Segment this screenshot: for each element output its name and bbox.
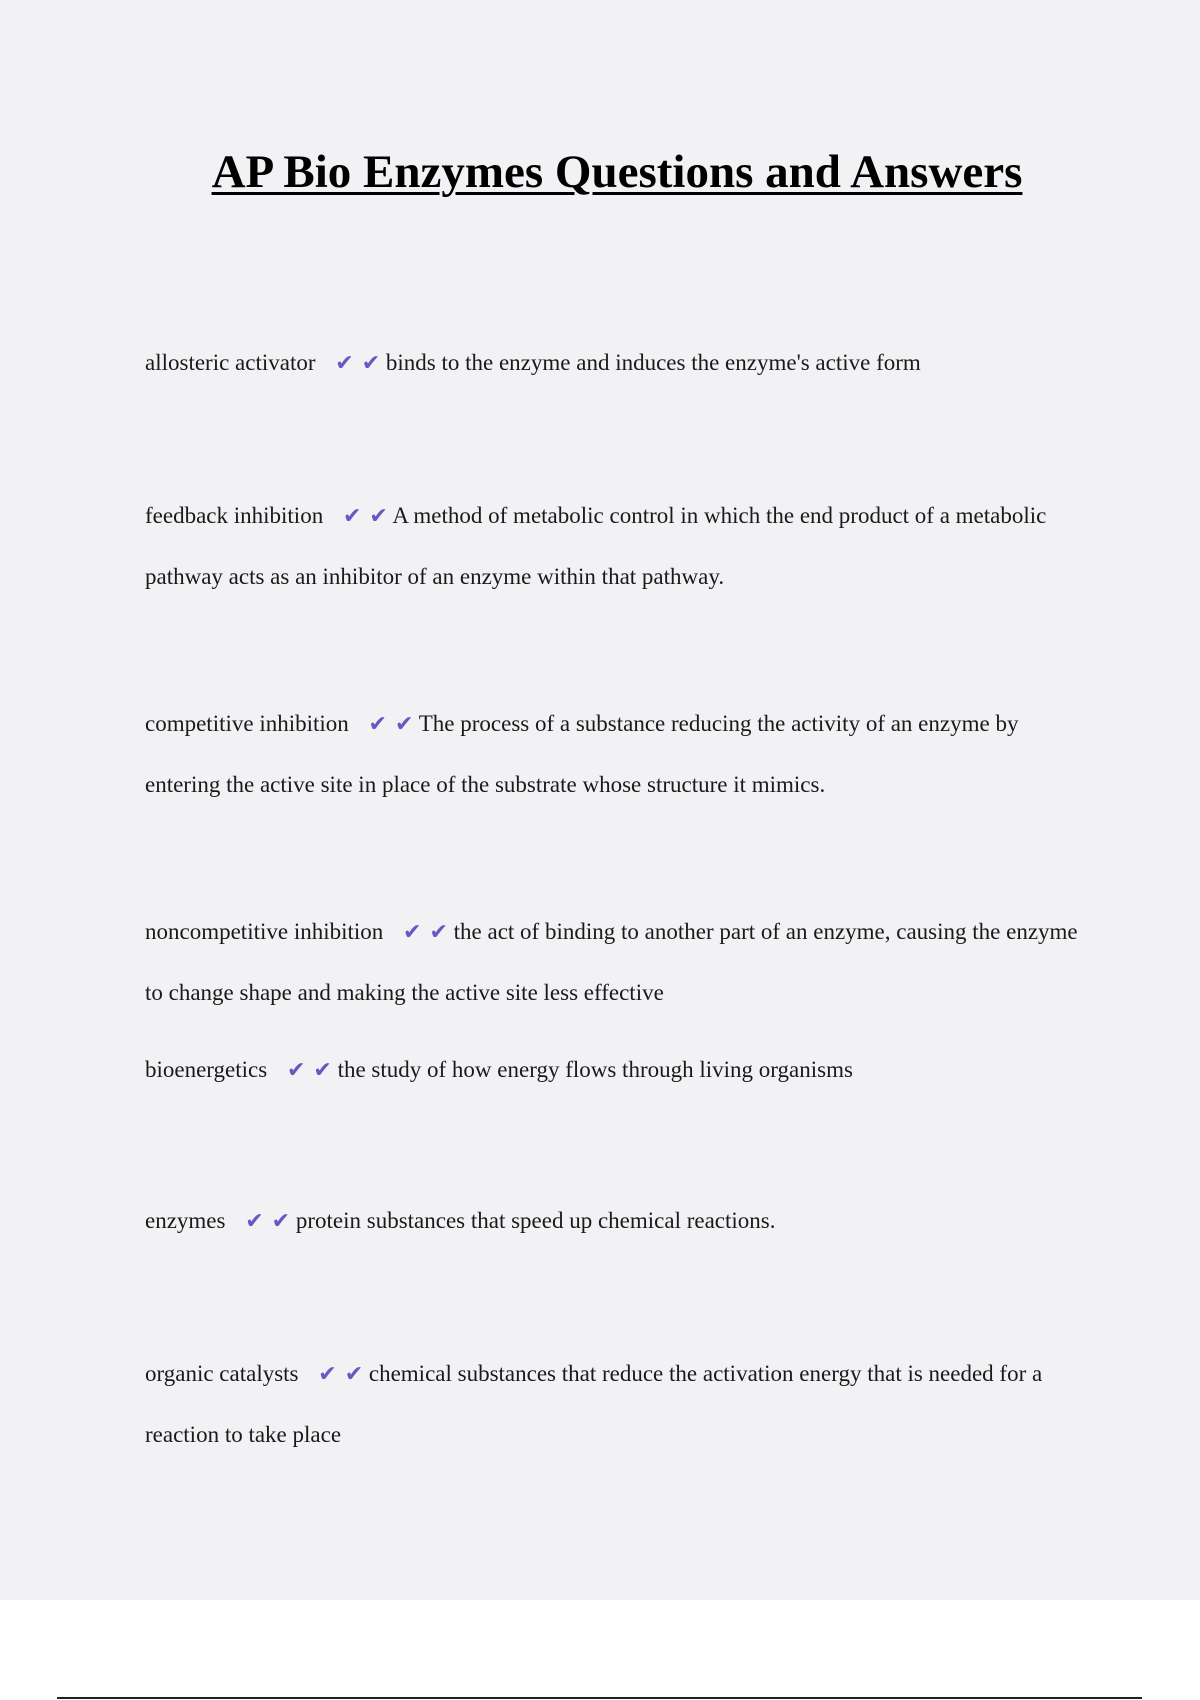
qa-definition: protein substances that speed up chemical reactions. bbox=[295, 1208, 776, 1233]
qa-definition: A method of metabolic control in which the end product of a metabolic pathway acts as an inhibitor of an enzyme within that pathway. bbox=[145, 503, 1047, 589]
check-icon: ✔ bbox=[342, 504, 362, 529]
check-icon: ✔ bbox=[344, 1362, 364, 1387]
qa-term: enzymes bbox=[145, 1208, 226, 1233]
qa-term: allosteric activator bbox=[145, 350, 316, 375]
check-icon: ✔ bbox=[271, 1209, 291, 1234]
qa-definition: The process of a substance reducing the activity of an enzyme by entering the active site in place of the substrate whose structure it mimics. bbox=[145, 711, 1019, 797]
qa-item-enzymes bbox=[145, 1191, 1085, 1252]
check-icon: ✔ bbox=[394, 712, 414, 737]
qa-item-competitive-inhibition bbox=[145, 694, 1085, 815]
qa-definition: binds to the enzyme and induces the enzyme's active form bbox=[385, 350, 921, 375]
check-icon: ✔ bbox=[318, 1362, 337, 1387]
page-title: AP Bio Enzymes Questions and Answers bbox=[211, 146, 1023, 198]
qa-term: noncompetitive inhibition bbox=[145, 919, 384, 944]
footer-divider bbox=[57, 1697, 1142, 1699]
check-icon: ✔ bbox=[313, 1058, 332, 1083]
qa-item-feedback-inhibition bbox=[145, 486, 1085, 607]
qa-definition: the study of how energy flows through living organisms bbox=[337, 1057, 853, 1082]
check-icon: ✔ bbox=[369, 504, 388, 529]
check-icon: ✔ bbox=[361, 351, 381, 376]
check-icon: ✔ bbox=[245, 1209, 264, 1234]
qa-definition: the act of binding to another part of an enzyme, causing the enzyme to change shape and making the active site less effective bbox=[145, 919, 1078, 1005]
qa-term: feedback inhibition bbox=[145, 503, 324, 528]
qa-item-organic-catalysts bbox=[145, 1344, 1085, 1465]
qa-term: bioenergetics bbox=[145, 1057, 268, 1082]
check-icon: ✔ bbox=[368, 712, 387, 737]
check-icon: ✔ bbox=[286, 1058, 306, 1083]
qa-item-allosteric-activator bbox=[145, 333, 1085, 394]
qa-term: competitive inhibition bbox=[145, 711, 349, 736]
qa-item-noncompetitive-inhibition bbox=[145, 902, 1085, 1023]
check-icon: ✔ bbox=[335, 351, 354, 376]
qa-term: organic catalysts bbox=[145, 1361, 299, 1386]
qa-definition: chemical substances that reduce the activation energy that is needed for a reaction to take place bbox=[145, 1361, 1043, 1447]
qa-item-bioenergetics bbox=[145, 1040, 1085, 1101]
check-icon: ✔ bbox=[429, 920, 448, 945]
check-icon: ✔ bbox=[403, 920, 422, 945]
